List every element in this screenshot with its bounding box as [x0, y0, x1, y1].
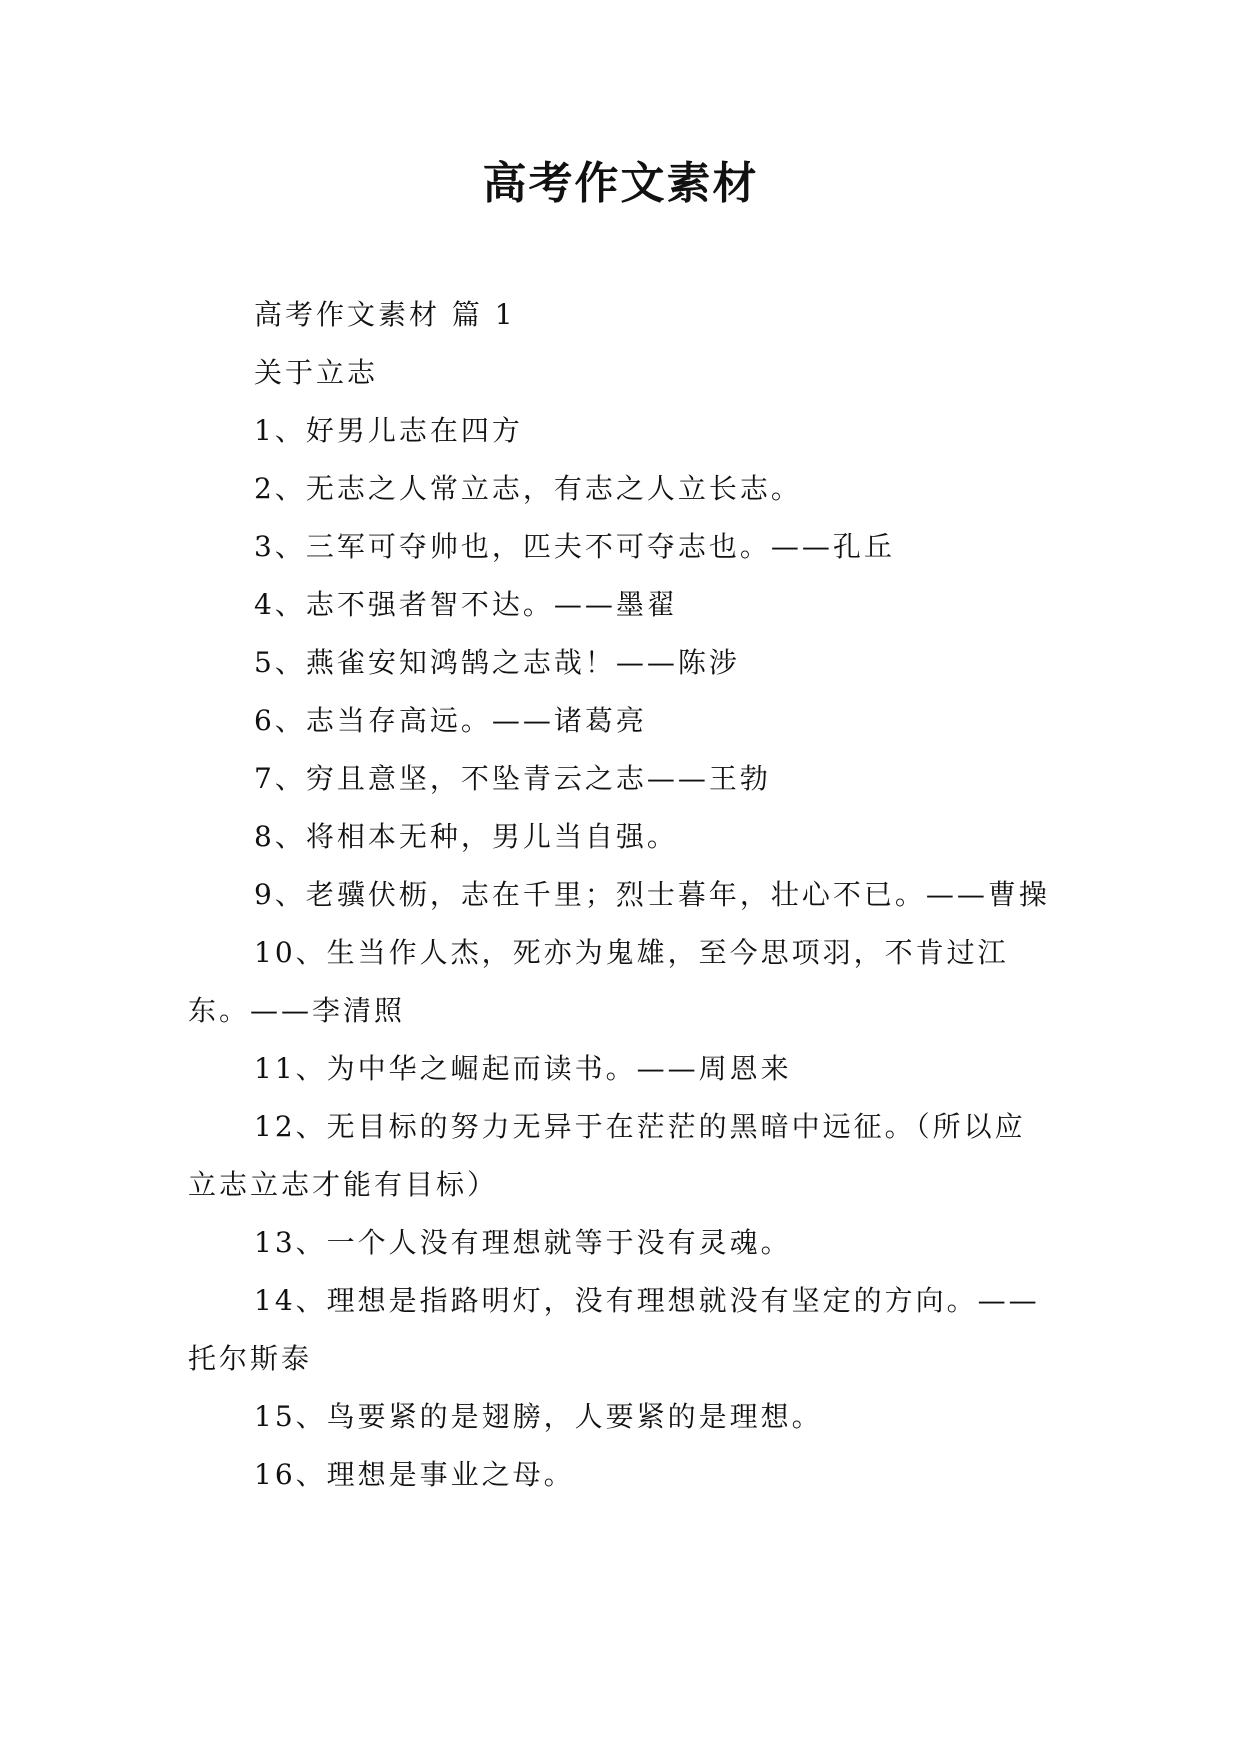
quote-item-1: 1、好男儿志在四方: [254, 414, 523, 447]
quote-item-13: 13、一个人没有理想就等于没有灵魂。: [254, 1226, 792, 1259]
document-title: 高考作文素材: [482, 158, 759, 209]
section-heading: 高考作文素材 篇 1: [254, 298, 516, 331]
quote-item-8: 8、将相本无种，男儿当自强。: [254, 820, 678, 853]
quote-item-6: 6、志当存高远。——诸葛亮: [254, 704, 647, 737]
quote-item-4: 4、志不强者智不达。——墨翟: [254, 588, 678, 621]
quote-item-11: 11、为中华之崛起而读书。——周恩来: [254, 1052, 792, 1085]
quote-item-10: 10、生当作人杰，死亦为鬼雄，至今思项羽，不肯过江东。——李清照: [188, 936, 1009, 1027]
quote-item-9: 9、老骥伏枥，志在千里；烈士暮年，壮心不已。——曹操: [254, 878, 1050, 911]
quote-item-5: 5、燕雀安知鸿鹄之志哉！——陈涉: [254, 646, 740, 679]
quote-item-3: 3、三军可夺帅也，匹夫不可夺志也。——孔丘: [254, 530, 895, 563]
quote-item-12: 12、无目标的努力无异于在茫茫的黑暗中远征。（所以应立志立志才能有目标）: [188, 1110, 1026, 1201]
quote-item-7: 7、穷且意坚，不坠青云之志——王勃: [254, 762, 771, 795]
quote-item-16: 16、理想是事业之母。: [254, 1458, 575, 1491]
quote-item-15: 15、鸟要紧的是翅膀，人要紧的是理想。: [254, 1400, 823, 1433]
topic-heading: 关于立志: [254, 356, 379, 389]
document-body: [188, 286, 1054, 1504]
quote-item-2: 2、无志之人常立志，有志之人立长志。: [254, 472, 802, 505]
quote-item-14: 14、理想是指路明灯，没有理想就没有坚定的方向。——托尔斯泰: [188, 1284, 1040, 1375]
